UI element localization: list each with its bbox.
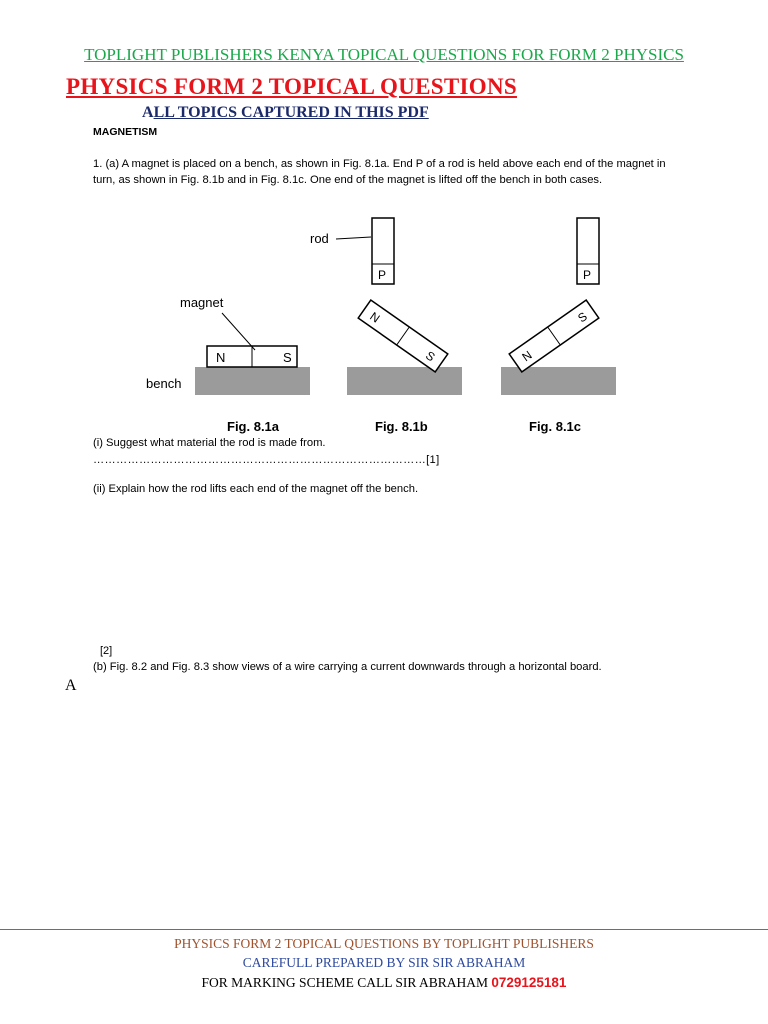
question-1a: 1. (a) A magnet is placed on a bench, as shown in Fig. 8.1a. End P of a rod is held above each end of the magnet in turn, as shown in Fig. 8.1b and in Fig. 8.1c. One end of the magnet is lifted off the bench in both cases. bbox=[93, 158, 666, 186]
bench-b bbox=[347, 367, 462, 395]
rod-end-c: P bbox=[583, 268, 592, 282]
phone-number: 0729125181 bbox=[491, 975, 567, 990]
rod-pointer bbox=[336, 237, 371, 239]
mark-allocation: [2] bbox=[100, 645, 113, 657]
footer-line-2: CAREFULL PREPARED BY SIR SIR ABRAHAM bbox=[242, 955, 526, 970]
pole-s-b: S bbox=[422, 348, 438, 365]
pole-n-a: N bbox=[216, 350, 226, 365]
footer-call-text: FOR MARKING SCHEME CALL SIR ABRAHAM bbox=[201, 975, 492, 990]
answer-line: ……………………………………………………………………………[1] bbox=[93, 454, 440, 466]
question-1a-ii: (ii) Explain how the rod lifts each end of the magnet off the bench. bbox=[93, 483, 419, 495]
top-header: TOPLIGHT PUBLISHERS KENYA TOPICAL QUESTIONS FOR FORM 2 PHYSICS bbox=[84, 45, 684, 64]
subtitle bbox=[142, 104, 429, 122]
subtitle-prefix: A bbox=[142, 104, 154, 121]
question-1a-i: (i) Suggest what material the rod is made from. bbox=[93, 437, 326, 449]
pole-s-c: S bbox=[575, 309, 590, 326]
footer-divider bbox=[0, 929, 768, 930]
pole-s-a: S bbox=[283, 350, 292, 365]
page-title: PHYSICS FORM 2 TOPICAL QUESTIONS bbox=[66, 74, 517, 99]
footer-line-1: PHYSICS FORM 2 TOPICAL QUESTIONS BY TOPLIGHT PUBLISHERS bbox=[174, 936, 594, 951]
pole-n-c: N bbox=[519, 347, 535, 365]
bench-a bbox=[195, 367, 310, 395]
subtitle-rest: LL TOPICS CAPTURED IN THIS PDF bbox=[153, 104, 429, 121]
label-bench: bench bbox=[146, 376, 182, 391]
stray-letter: A bbox=[65, 677, 77, 694]
footer-line-3 bbox=[0, 975, 768, 991]
caption-b: Fig. 8.1b bbox=[375, 419, 428, 434]
magnet-c bbox=[509, 300, 599, 372]
magnet-b bbox=[358, 300, 448, 372]
rod-end-b: P bbox=[378, 268, 387, 282]
caption-a: Fig. 8.1a bbox=[227, 419, 280, 434]
section-title: MAGNETISM bbox=[93, 126, 158, 138]
question-1b: (b) Fig. 8.2 and Fig. 8.3 show views of a wire carrying a current downwards through a horizontal board. bbox=[93, 661, 602, 673]
bench-c bbox=[501, 367, 616, 395]
pole-n-b: N bbox=[367, 309, 383, 326]
magnet-figure bbox=[140, 210, 640, 440]
label-rod: rod bbox=[310, 231, 329, 246]
label-magnet: magnet bbox=[180, 295, 224, 310]
magnet-pointer bbox=[222, 313, 255, 350]
caption-c: Fig. 8.1c bbox=[529, 419, 582, 434]
